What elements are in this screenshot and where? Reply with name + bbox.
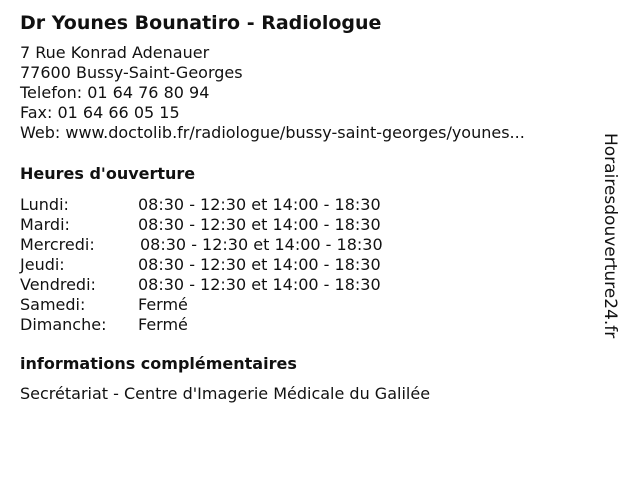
day-hours: 08:30 - 12:30 et 14:00 - 18:30 <box>140 235 383 254</box>
day-hours: Fermé <box>138 295 188 314</box>
day-label: Mardi: <box>20 215 70 234</box>
website-link: Web: www.doctolib.fr/radiologue/bussy-saint-georges/younes... <box>20 123 525 142</box>
day-label: Dimanche: <box>20 315 107 334</box>
hours-row-friday <box>20 275 383 295</box>
hours-row-monday <box>20 195 383 215</box>
additional-info-heading: informations complémentaires <box>20 354 297 373</box>
day-label: Jeudi: <box>20 255 65 274</box>
site-watermark: Horairesdouverture24.fr <box>600 133 620 339</box>
additional-info-text: Secrétariat - Centre d'Imagerie Médicale du Galilée <box>20 384 431 403</box>
fax-number: Fax: 01 64 66 05 15 <box>20 103 180 122</box>
day-label: Lundi: <box>20 195 69 214</box>
phone-number: Telefon: 01 64 76 80 94 <box>20 83 210 102</box>
hours-heading: Heures d'ouverture <box>20 164 196 183</box>
day-hours: 08:30 - 12:30 et 14:00 - 18:30 <box>138 255 381 274</box>
day-label: Mercredi: <box>20 235 95 254</box>
hours-row-tuesday <box>20 215 383 235</box>
hours-row-wednesday <box>20 235 383 255</box>
day-label: Vendredi: <box>20 275 96 294</box>
street-address: 7 Rue Konrad Adenauer <box>20 43 210 62</box>
contact-block <box>20 43 525 143</box>
hours-row-saturday <box>20 295 383 315</box>
city-address: 77600 Bussy-Saint-Georges <box>20 63 243 82</box>
day-hours: 08:30 - 12:30 et 14:00 - 18:30 <box>138 275 381 294</box>
opening-hours-table <box>20 195 383 335</box>
hours-row-thursday <box>20 255 383 275</box>
day-hours: 08:30 - 12:30 et 14:00 - 18:30 <box>138 215 381 234</box>
page-title: Dr Younes Bounatiro - Radiologue <box>20 12 382 34</box>
day-label: Samedi: <box>20 295 86 314</box>
day-hours: Fermé <box>138 315 188 334</box>
hours-row-sunday <box>20 315 383 335</box>
day-hours: 08:30 - 12:30 et 14:00 - 18:30 <box>138 195 381 214</box>
